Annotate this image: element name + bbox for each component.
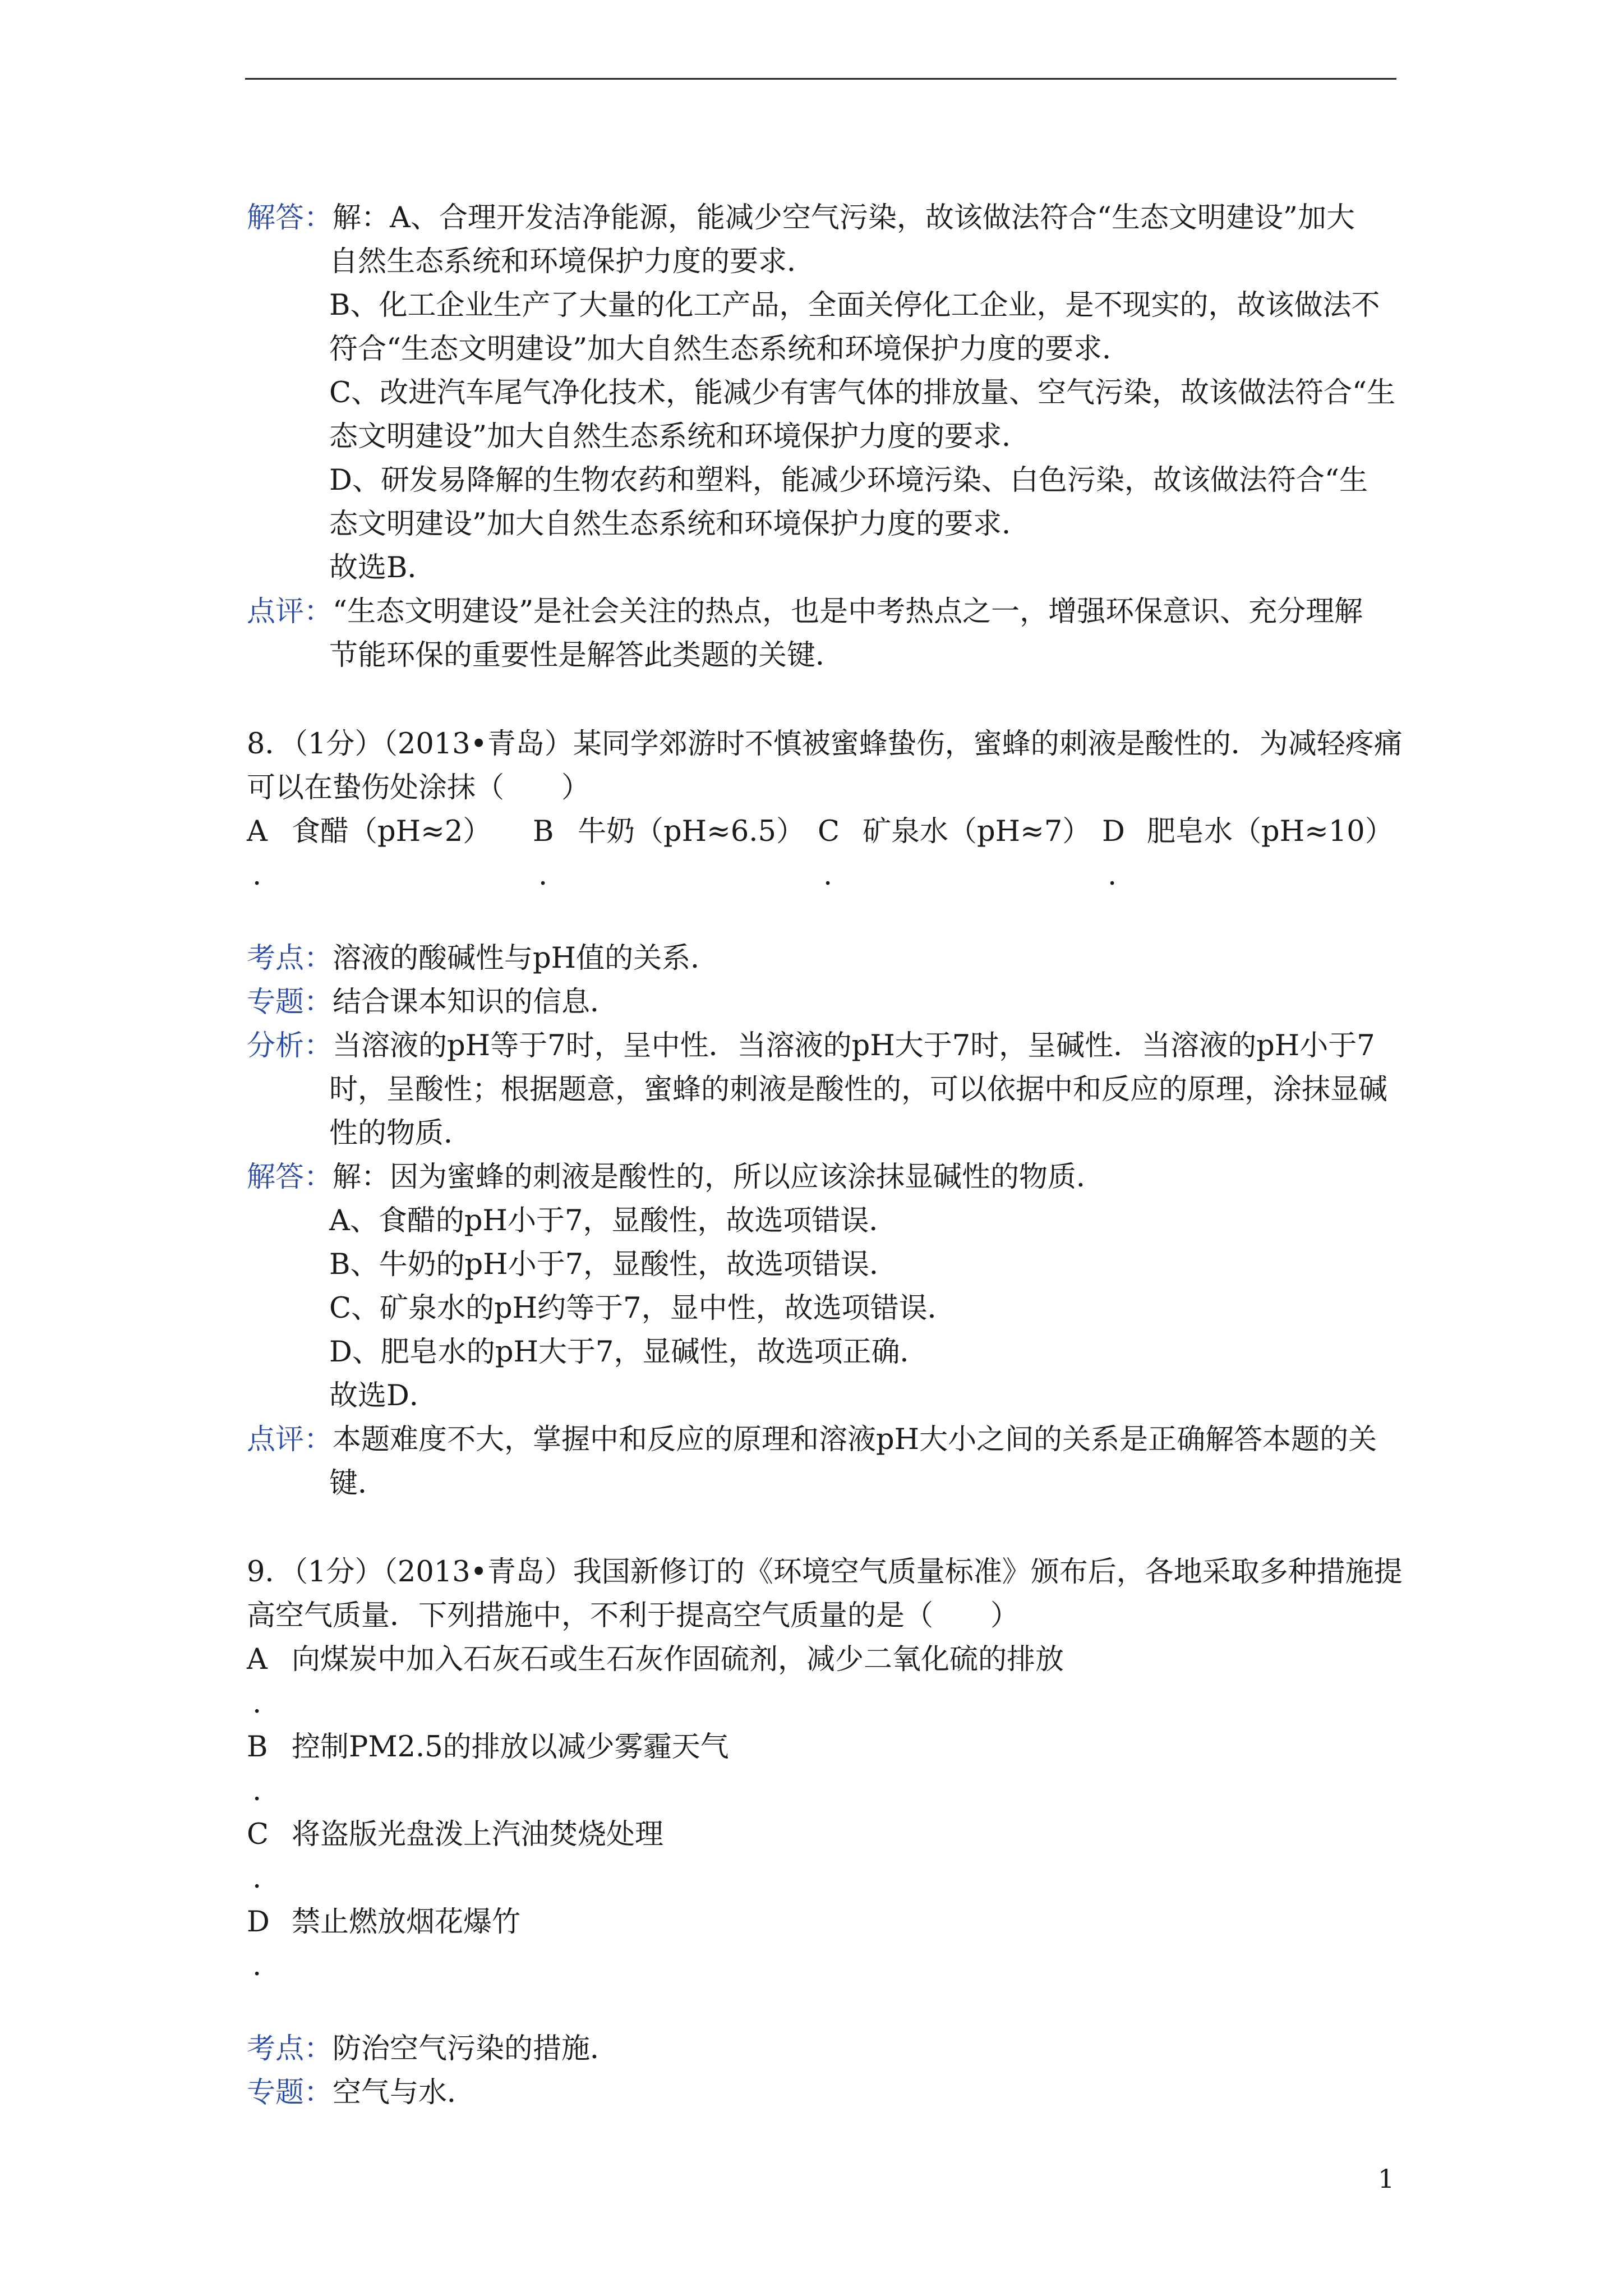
option-letter: B [247,1731,268,1764]
q8-comment-label: 点评： [247,1423,333,1456]
q8-fenxi-line [247,1024,1396,1068]
q8-fenxi-line: 时，呈酸性；根据题意，蜜蜂的刺液是酸性的，可以依据中和反应的原理，涂抹显碱 [329,1073,1388,1106]
q8-zhuanti [247,981,1396,1024]
option-dot: . [823,859,833,892]
q9-option-b [247,1726,1396,1769]
q8-answer-line [247,1156,1396,1199]
option-text: 向煤炭中加入石灰石或生石灰作固硫剂，减少二氧化硫的排放 [292,1643,1064,1676]
q8-option-a [247,810,492,892]
q9-option-a [247,1638,1396,1682]
q9-stem-line: 高空气质量．下列措施中，不利于提高空气质量的是（ ） [247,1599,1020,1632]
option-dot: . [252,1774,262,1807]
q8-fenxi-label: 分析： [247,1029,333,1062]
q9-option-c [247,1813,1396,1857]
q9-option-d [247,1901,1396,1944]
q8-fenxi-line: 性的物质． [329,1117,473,1150]
q8-options [247,810,1396,898]
option-letter: A [247,815,268,848]
q8-fenxi-text: 当溶液的pH等于7时，呈中性．当溶液的pH大于7时，呈碱性．当溶液的pH小于7 [333,1029,1375,1062]
q8-answer-text: 解：因为蜜蜂的刺液是酸性的，所以应该涂抹显碱性的物质． [333,1161,1105,1194]
option-dot: . [538,859,548,892]
q7-comment-label: 点评： [247,595,333,628]
q7-answer-line: 故选B． [329,551,436,585]
option-text: 禁止燃放烟花爆竹 [292,1906,521,1939]
q8-kaodian-label: 考点： [247,942,333,975]
q7-answer-line: 态文明建设”加大自然生态系统和环境保护力度的要求． [329,420,1031,453]
page-number: 1 [1378,2164,1395,2194]
q7-answer-line: 态文明建设”加大自然生态系统和环境保护力度的要求． [329,508,1031,541]
option-letter: D [1102,815,1125,848]
q8-stem-line: 可以在蛰伤处涂抹（ ） [247,771,591,804]
q7-comment-line: 节能环保的重要性是解答此类题的关键． [329,639,845,672]
q8-option-c [818,810,1091,892]
q8-comment-line [247,1418,1396,1462]
q8-stem-line: 8．（1分）（2013•青岛）某同学郊游时不慎被蜜蜂蛰伤，蜜蜂的刺液是酸性的．为减轻疼痛 [247,728,1403,761]
option-dot: . [252,1949,262,1982]
q8-zhuanti-text: 结合课本知识的信息． [333,986,619,1019]
q7-answer-text: 解：A、合理开发洁净能源，能减少空气污染，故该做法符合“生态文明建设”加大 [333,201,1355,234]
q8-answer-line: 故选D． [329,1379,438,1412]
q7-answer-line: B、化工企业生产了大量的化工产品，全面关停化工企业，是不现实的，故该做法不 [329,289,1380,322]
page-content [247,196,1403,2115]
q9-zhuanti [247,2071,1396,2115]
option-text: 矿泉水（pH≈7） [863,815,1091,848]
option-text: 肥皂水（pH≈10） [1147,815,1394,848]
q7-answer-line: 符合“生态文明建设”加大自然生态系统和环境保护力度的要求． [329,333,1131,366]
option-text: 牛奶（pH≈6.5） [578,815,805,848]
option-dot: . [252,1687,262,1720]
option-letter: A [247,1643,268,1676]
option-letter: C [247,1818,269,1851]
q9-stem-line: 9．（1分）（2013•青岛）我国新修订的《环境空气质量标准》颁布后，各地采取多种措施提 [247,1556,1403,1589]
q8-option-b [533,810,805,892]
option-letter: B [533,815,554,848]
q7-answer-line [247,196,1396,240]
option-text: 食醋（pH≈2） [292,815,492,848]
option-text: 控制PM2.5的排放以减少雾霾天气 [292,1731,729,1764]
option-dot: . [252,859,262,892]
q8-answer-line: A、食醋的pH小于7，显酸性，故选项错误． [329,1204,898,1237]
q8-comment-text: 本题难度不大，掌握中和反应的原理和溶液pH大小之间的关系是正确解答本题的关 [333,1423,1377,1456]
q8-answer-line: C、矿泉水的pH约等于7，显中性，故选项错误． [329,1292,956,1325]
q7-comment-text: “生态文明建设”是社会关注的热点，也是中考热点之一，增强环保意识、充分理解 [333,595,1363,628]
option-letter: C [818,815,840,848]
q9-zhuanti-text: 空气与水． [333,2076,476,2109]
q8-answer-line: D、肥皂水的pH大于7，显碱性，故选项正确． [329,1336,929,1369]
header-rule [245,78,1396,80]
q8-kaodian [247,937,1396,981]
q8-answer-line: B、牛奶的pH小于7，显酸性，故选项错误． [329,1248,898,1281]
q8-comment-line: 键． [329,1467,387,1500]
q9-kaodian-label: 考点： [247,2032,333,2065]
option-letter: D [247,1906,270,1939]
q8-answer-label: 解答： [247,1161,333,1194]
q9-zhuanti-label: 专题： [247,2076,333,2109]
q8-kaodian-text: 溶液的酸碱性与pH值的关系． [333,942,720,975]
q8-zhuanti-label: 专题： [247,986,333,1019]
q7-answer-line: 自然生态系统和环境保护力度的要求． [329,245,816,278]
q7-answer-line: C、改进汽车尾气净化技术，能减少有害气体的排放量、空气污染，故该做法符合“生 [329,376,1396,409]
q7-comment-line [247,590,1396,634]
option-dot: . [1108,859,1117,892]
q7-answer-label: 解答： [247,201,333,234]
q7-answer-line: D、研发易降解的生物农药和塑料，能减少环境污染、白色污染，故该做法符合“生 [329,464,1368,497]
option-text: 将盗版光盘泼上汽油焚烧处理 [292,1818,664,1851]
option-dot: . [252,1862,262,1895]
q9-kaodian-text: 防治空气污染的措施． [333,2032,619,2065]
q8-option-d [1102,810,1394,892]
q9-kaodian [247,2027,1396,2071]
